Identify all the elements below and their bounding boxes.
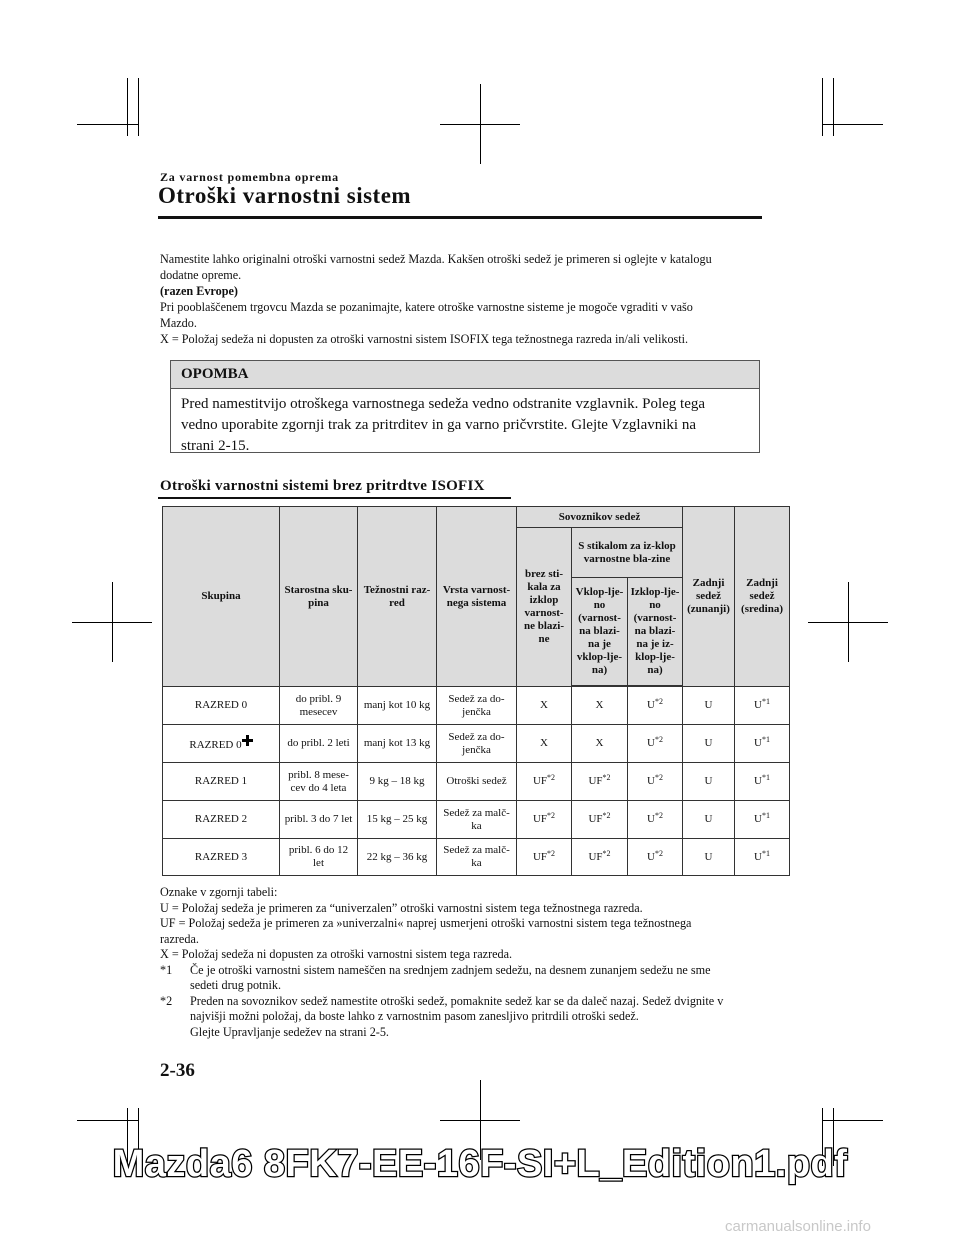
intro-text [160,251,760,347]
table-row [163,725,790,763]
footnote-text: Preden na sovoznikov sedež namestite otroški sedež, pomaknite sedež kar se da daleč nazaj. Sedež dvignite v najvišji možni položaj, da boste lahko z varnostnim pasom zanesljivo pritrdili otroški sedež. Glejte Upravljanje sedežev na strani 2-5. [190,993,724,1039]
cell-value: U [683,801,735,839]
cell-value: X [572,687,628,725]
cell-value: $U^{*1}$ [735,763,790,801]
cell-weight: manj kot 10 kg [358,687,437,725]
header-vklop: Vklop-lje-no (varnost-na blazi-na je vklop-lje-na) [572,578,628,686]
cell-value: U [683,763,735,801]
footnote [160,994,764,1041]
header-teznost: Težnostni raz-red [358,507,437,687]
cell-type: Otroški sedež [437,763,517,801]
intro-line: dodatne opreme. [160,268,242,282]
table-row [163,839,790,876]
cell-weight: 22 kg – 36 kg [358,839,437,876]
cell-value: UF$^{*2}$ [517,801,572,839]
cell-age: pribl. 8 mese-cev do 4 leta [280,763,358,801]
legend [160,885,764,1040]
legend-line: U = Položaj sedeža je primeren za “univerzalen” otroški varnostni sistem tega težnostnega razreda. [160,900,643,915]
cell-value: U [683,725,735,763]
header-izklop: Izklop-lje-no (varnost-na blazi-na je iz-klop-lje-na) [628,578,683,686]
cell-value: $U^{*1}$ [735,801,790,839]
footnote [160,963,764,994]
title-rule [158,216,762,219]
header-brez-stikala: brez sti-kala za izklop varnost-ne blazi-ne [517,528,572,687]
cell-group: RAZRED 3 [163,839,280,876]
cell-value: X [517,725,572,763]
cell-type: Sedež za malč-ka [437,839,517,876]
cell-value: $U^{*1}$ [735,687,790,725]
table-row [163,763,790,801]
footnote-mark: *1 [160,962,173,977]
cell-value: X [572,725,628,763]
cell-value: U [683,687,735,725]
cell-value: UF$^{*2}$ [572,801,628,839]
header-skupina: Skupina [163,507,280,687]
legend-line: razreda. [160,931,199,946]
footnote-text: Če je otroški varnostni sistem nameščen na srednjem zadnjem sedežu, na desnem zunanjem sedežu ne sme sedeti drug potnik. [190,962,711,992]
header-zadnji-sredina: Zadnji sedež (sredina) [735,507,790,687]
header-zadnji-zunanji: Zadnji sedež (zunanji) [683,507,735,687]
legend-line: UF = Položaj sedeža je primeren za »univerzalni« naprej usmerjeni otroški varnostni sistem tega težnostnega [160,916,692,930]
header-vrsta: Vrsta varnost-nega sistema [437,507,517,687]
footnote-mark: *2 [160,993,173,1008]
child-seat-table [162,506,790,876]
cell-value: $U^{*2}$ [628,801,683,839]
cell-group: RAZRED 2 [163,801,280,839]
cell-type: Sedež za malč-ka [437,801,517,839]
legend-line: X = Položaj sedeža ni dopusten za otroški varnostni sistem tega razreda. [160,947,513,961]
header-sovoznik: Sovoznikov sedež [517,507,683,528]
intro-line: X = Položaj sedeža ni dopusten za otroški varnostni sistem ISOFIX tega težnostnega razreda in/ali velikosti. [160,332,689,346]
cell-value: UF$^{*2}$ [572,763,628,801]
cell-weight: 15 kg – 25 kg [358,801,437,839]
note-line: strani 2-15. [181,438,250,454]
section-label: Za varnost pomembna oprema [160,170,339,184]
note-text [171,389,759,457]
note-line: Pred namestitvijo otroškega varnostnega sedeža vedno odstranite vzglavnik. Poleg tega [181,396,706,412]
note-box [170,360,760,453]
cell-value: X [517,687,572,725]
page-title: Otroški varnostni sistem [158,183,412,208]
intro-line: Namestite lahko originalni otroški varnostni sedež Mazda. Kakšen otroški sedež je primeren si oglejte v katalogu [160,252,712,266]
cell-weight: manj kot 13 kg [358,725,437,763]
cell-value: $U^{*1}$ [735,725,790,763]
cell-value: $U^{*2}$ [628,839,683,876]
table-row [163,687,790,725]
cell-age: pribl. 3 do 7 let [280,801,358,839]
intro-region-note: (razen Evrope) [160,284,238,298]
cell-type: Sedež za do-jenčka [437,725,517,763]
table-heading-rule [158,497,511,499]
note-heading: OPOMBA [171,361,759,389]
cell-value: $U^{*1}$ [735,839,790,876]
cell-age: do pribl. 9 mesecev [280,687,358,725]
cell-age: pribl. 6 do 12 let [280,839,358,876]
cell-value: UF$^{*2}$ [572,839,628,876]
cell-type: Sedež za do-jenčka [437,687,517,725]
page-number: 2-36 [160,1060,195,1081]
footer-filename: Mazda6 8FK7-EE-16F-SI+L_Edition1.pdf [112,1143,848,1185]
table-heading: Otroški varnostni sistemi brez pritrdtve ISOFIX [160,478,485,494]
plus-icon [242,735,253,746]
cell-value: $U^{*2}$ [628,763,683,801]
cell-age: do pribl. 2 leti [280,725,358,763]
cell-value: UF$^{*2}$ [517,763,572,801]
watermark: carmanualsonline.info [725,1218,871,1235]
header-s-stikalom: S stikalom za iz-klop varnostne bla-zine [572,528,683,578]
cell-value: $U^{*2}$ [628,725,683,763]
note-line: vedno uporabite zgornji trak za pritrditev in ga varno pričvrstite. Glejte Vzglavniki na [181,417,696,433]
cell-group: RAZRED 1 [163,763,280,801]
header-starost: Starostna sku-pina [280,507,358,687]
cell-group: RAZRED 0 [163,687,280,725]
cell-value: $U^{*2}$ [628,687,683,725]
cell-value: U [683,839,735,876]
cell-weight: 9 kg – 18 kg [358,763,437,801]
cell-value: UF$^{*2}$ [517,839,572,876]
intro-line: Pri pooblaščenem trgovcu Mazda se pozanimajte, katere otroške varnostne sisteme je mogoče vgraditi v vašo [160,300,693,314]
cell-group: RAZRED 0 [163,725,280,763]
intro-line: Mazdo. [160,316,197,330]
table-row [163,801,790,839]
legend-line: Oznake v zgornji tabeli: [160,885,278,899]
